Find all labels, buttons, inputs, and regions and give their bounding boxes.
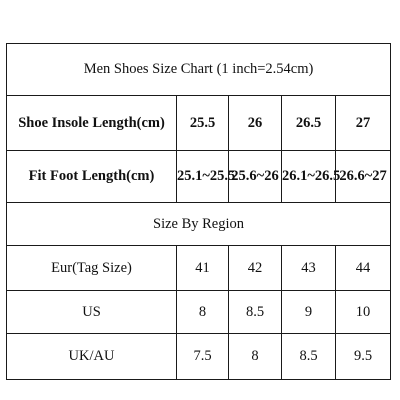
table-row bbox=[7, 151, 391, 203]
row-label-insole-length: Shoe Insole Length(cm) bbox=[7, 96, 177, 151]
section-header-row bbox=[7, 203, 391, 246]
section-header: Size By Region bbox=[7, 203, 391, 246]
row-label-uk-au: UK/AU bbox=[7, 334, 177, 380]
table-cell: 25.5 bbox=[177, 96, 229, 151]
size-chart-table bbox=[6, 43, 390, 379]
table-cell: 25.1~25.5 bbox=[177, 151, 229, 203]
size-table bbox=[6, 43, 391, 380]
table-cell: 43 bbox=[282, 246, 336, 291]
table-row bbox=[7, 246, 391, 291]
table-cell: 41 bbox=[177, 246, 229, 291]
chart-title: Men Shoes Size Chart (1 inch=2.54cm) bbox=[7, 44, 391, 96]
table-cell: 26.6~27 bbox=[336, 151, 391, 203]
table-cell: 10 bbox=[336, 291, 391, 334]
table-row bbox=[7, 291, 391, 334]
table-cell: 27 bbox=[336, 96, 391, 151]
table-cell: 26 bbox=[229, 96, 282, 151]
table-cell: 9 bbox=[282, 291, 336, 334]
table-cell: 44 bbox=[336, 246, 391, 291]
row-label-eur: Eur(Tag Size) bbox=[7, 246, 177, 291]
table-row bbox=[7, 334, 391, 380]
table-cell: 9.5 bbox=[336, 334, 391, 380]
table-cell: 8.5 bbox=[229, 291, 282, 334]
table-cell: 7.5 bbox=[177, 334, 229, 380]
table-row bbox=[7, 96, 391, 151]
table-cell: 26.5 bbox=[282, 96, 336, 151]
table-cell: 25.6~26 bbox=[229, 151, 282, 203]
table-cell: 26.1~26.5 bbox=[282, 151, 336, 203]
table-cell: 8.5 bbox=[282, 334, 336, 380]
table-cell: 42 bbox=[229, 246, 282, 291]
row-label-us: US bbox=[7, 291, 177, 334]
row-label-fit-foot-length: Fit Foot Length(cm) bbox=[7, 151, 177, 203]
table-cell: 8 bbox=[177, 291, 229, 334]
title-row bbox=[7, 44, 391, 96]
table-cell: 8 bbox=[229, 334, 282, 380]
